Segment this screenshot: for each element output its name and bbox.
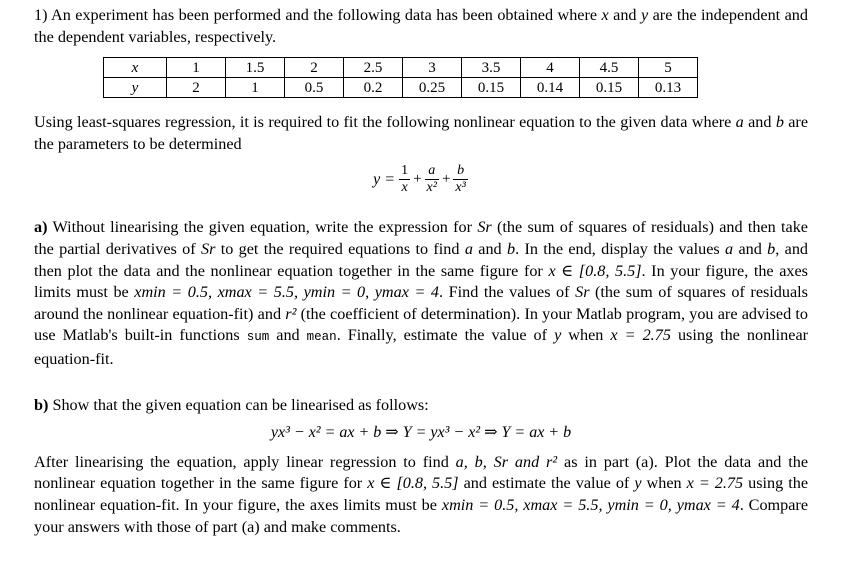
fit-text: Using least-squares regression, it is required to fit the following nonlinear equation to the given data where	[34, 113, 736, 132]
table-row-y	[104, 78, 698, 98]
table-cell-x: 1.5	[226, 58, 285, 78]
part-a-text: Without linearising the given equation, write the expression for	[47, 218, 478, 237]
var-r2: r²	[285, 304, 297, 323]
part-b-text: when	[641, 474, 687, 493]
problem-page	[34, 5, 808, 538]
fraction-3	[453, 163, 467, 196]
linearised-equation-text: yx³ − x² = ax + b ⇒ Y = yx³ − x² ⇒ Y = ax + b	[270, 424, 572, 442]
part-b-heading	[34, 395, 808, 417]
fraction-numerator: a	[428, 162, 436, 178]
fit-text: are the parameters to be determined	[34, 113, 809, 153]
plus-sign: +	[413, 170, 422, 187]
table-cell-y: 0.5	[285, 78, 344, 98]
part-b-text: and estimate the value of	[458, 474, 635, 493]
part-a-text: . Find the values of	[439, 283, 576, 302]
table-cell-x: 3	[403, 58, 462, 78]
part-b-text: using the nonlinear equation-fit. In your figure, the axes limits must be	[34, 474, 809, 514]
fraction-1	[399, 163, 410, 196]
part-a-text: (the sum of squares of residuals) and then take the partial derivatives of	[34, 218, 808, 258]
var-b: b	[767, 239, 776, 258]
table-row-x	[104, 58, 698, 78]
intro-text: are the independent and the dependent variables, respectively.	[34, 6, 808, 46]
fraction-denominator: x³	[455, 179, 466, 195]
table-header-x: x	[104, 58, 167, 78]
code-sum: sum	[246, 330, 270, 345]
fraction-denominator: x	[401, 179, 408, 195]
table-cell-y: 1	[226, 78, 285, 98]
part-a-label: a)	[34, 218, 48, 237]
table-cell-x: 5	[639, 58, 698, 78]
fraction-denominator: x²	[426, 179, 437, 195]
var-sr: Sr	[200, 239, 216, 258]
table-cell-y: 0.25	[403, 78, 462, 98]
part-a-text: (the sum of squares of residuals around the nonlinear equation-fit) and	[34, 283, 808, 323]
fit-paragraph	[34, 112, 808, 155]
part-a-text: . In your figure, the axes limits must be	[34, 261, 808, 302]
table-cell-x: 4	[521, 58, 580, 78]
var-a: a	[464, 239, 473, 258]
var-b: b	[506, 239, 516, 258]
part-a-text: , and then plot the data and the nonlinear equation together in the same figure for	[34, 239, 809, 280]
var-a: a	[725, 239, 734, 258]
part-a-text: using the nonlinear equation-fit.	[34, 326, 809, 368]
part-a-text: and	[733, 239, 768, 258]
table-cell-y: 0.14	[521, 78, 580, 98]
table-cell-x: 2	[285, 58, 344, 78]
table-cell-y: 0.13	[639, 78, 698, 98]
part-a-text: to get the required equations to find	[215, 239, 465, 258]
table-cell-y: 0.2	[344, 78, 403, 98]
model-equation	[34, 159, 808, 199]
var-y: y	[554, 326, 562, 345]
table-cell-x: 4.5	[580, 58, 639, 78]
table-cell-y: 0.15	[462, 78, 521, 98]
table-cell-x: 1	[167, 58, 226, 78]
var-x: x	[601, 6, 609, 24]
table-header-y: y	[104, 78, 167, 98]
table-cell-x: 3.5	[462, 58, 521, 78]
part-a-text: when	[561, 326, 611, 345]
part-a-text: (the coefficient of determination). In your Matlab program, you are advised to use Matlab's built-in functions	[34, 304, 808, 345]
table-cell-y: 2	[167, 78, 226, 98]
axes-limits: xmin = 0.5, xmax = 5.5, ymin = 0, ymax = 4	[441, 495, 740, 514]
part-a-text: . Finally, estimate the value of	[336, 326, 555, 345]
equation-lhs: y =	[373, 170, 396, 188]
table-cell-y: 0.15	[580, 78, 639, 98]
fraction-2	[425, 163, 439, 196]
var-sr: Sr	[477, 218, 492, 237]
part-a-text: and	[472, 239, 507, 258]
intro-text: and	[608, 6, 641, 24]
axes-limits: xmin = 0.5, xmax = 5.5, ymin = 0, ymax = 4	[134, 283, 440, 302]
var-sr: Sr	[575, 283, 590, 302]
x-range: x ∈ [0.8, 5.5]	[548, 261, 642, 280]
part-b-paragraph	[34, 452, 808, 538]
part-b-text: Show that the given equation can be linearised as follows:	[48, 395, 429, 414]
part-b-text: as in part (a). Plot the data and the nonlinear equation together in the same figure for	[34, 452, 809, 493]
x-range: x ∈ [0.8, 5.5]	[367, 474, 459, 493]
data-table	[103, 57, 698, 98]
part-a-text: and	[269, 326, 307, 345]
var-y: y	[640, 6, 649, 24]
linearised-equation	[34, 422, 808, 444]
intro-text: 1) An experiment has been performed and the following data has been obtained where	[34, 6, 602, 24]
part-b-text: . Compare your answers with those of part (a) and make comments.	[34, 495, 809, 536]
code-mean: mean	[306, 330, 337, 345]
var-b: b	[775, 113, 784, 132]
x-value: x = 2.75	[610, 326, 671, 345]
part-b-label: b)	[34, 395, 49, 414]
fraction-numerator: b	[457, 162, 465, 178]
x-value: x = 2.75	[686, 474, 744, 493]
part-b-text: After linearising the equation, apply linear regression to find	[34, 452, 456, 471]
var-a: a	[735, 113, 744, 132]
part-a-paragraph	[34, 217, 808, 370]
plus-sign: +	[441, 170, 451, 187]
params-list: a, b, Sr and r²	[455, 452, 558, 471]
table-cell-x: 2.5	[344, 58, 403, 78]
var-y: y	[634, 474, 642, 493]
part-a-text: . In the end, display the values	[515, 239, 726, 258]
fraction-numerator: 1	[401, 162, 409, 178]
problem-intro	[34, 5, 808, 48]
fit-text: and	[743, 113, 776, 132]
